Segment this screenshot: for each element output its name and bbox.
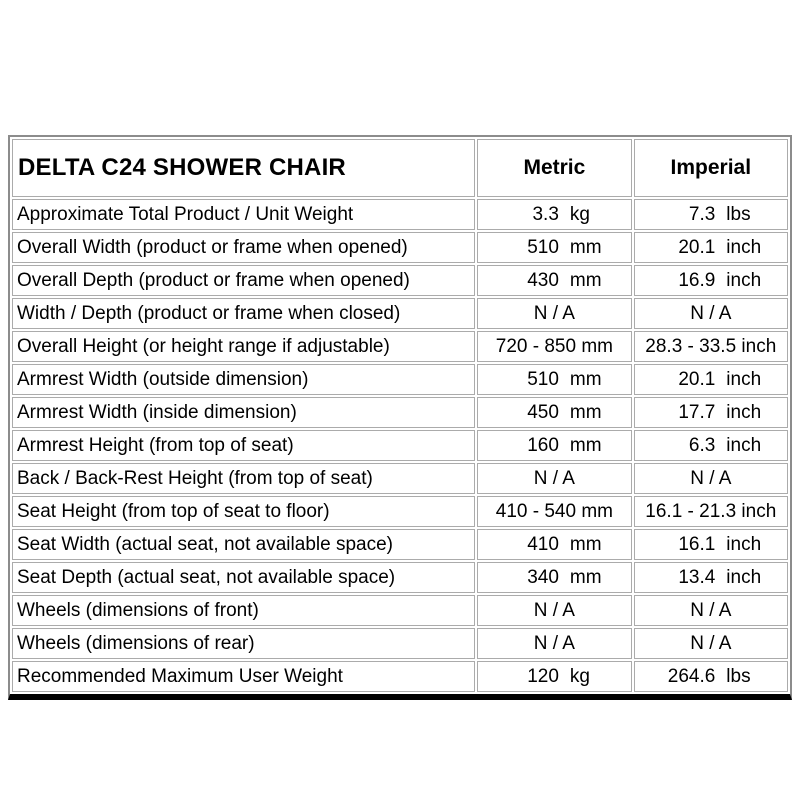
table-row (12, 265, 788, 296)
cell-value-number: 17.7 (678, 401, 716, 423)
cell-value-unit: lbs (726, 203, 751, 225)
cell-value-unit: mm (569, 566, 602, 588)
table-row (12, 331, 788, 362)
cell-value-unit: mm (569, 434, 602, 456)
cell-value-unit: inch (726, 236, 762, 258)
metric-value-cell (477, 661, 631, 692)
imperial-value-cell (634, 331, 788, 362)
cell-value-number: 430 (527, 269, 559, 291)
table-row (12, 628, 788, 659)
spec-label: Overall Width (product or frame when opened) (12, 232, 475, 263)
spec-label: Overall Height (or height range if adjustable) (12, 331, 475, 362)
metric-value-cell (477, 364, 631, 395)
metric-value-cell (477, 529, 631, 560)
cell-value-unit: mm (569, 269, 602, 291)
cell-value-number: 20.1 (678, 368, 716, 390)
cell-value-unit: lbs (726, 665, 751, 687)
cell-value-number: 16.9 (678, 269, 716, 291)
imperial-value-cell (634, 265, 788, 296)
metric-value-cell (477, 331, 631, 362)
table-row (12, 397, 788, 428)
table-row (12, 298, 788, 329)
imperial-value-cell (634, 628, 788, 659)
cell-value: N / A (533, 599, 575, 621)
spec-label: Wheels (dimensions of front) (12, 595, 475, 626)
cell-value: N / A (690, 467, 732, 489)
table-row (12, 496, 788, 527)
spec-label: Width / Depth (product or frame when closed) (12, 298, 475, 329)
spec-label: Armrest Height (from top of seat) (12, 430, 475, 461)
table-row (12, 562, 788, 593)
imperial-value-cell (634, 364, 788, 395)
cell-value-number: 6.3 (688, 434, 716, 456)
cell-value-unit: mm (569, 236, 602, 258)
cell-value: N / A (533, 467, 575, 489)
cell-value-unit: kg (569, 665, 590, 687)
metric-value-cell (477, 430, 631, 461)
cell-value: N / A (533, 632, 575, 654)
cell-value-unit: kg (569, 203, 590, 225)
cell-value-number: 3.3 (532, 203, 559, 225)
table-row (12, 232, 788, 263)
cell-value: 410 - 540 mm (495, 500, 614, 522)
cell-value: 16.1 - 21.3 inch (645, 500, 777, 522)
imperial-value-cell (634, 298, 788, 329)
cell-value-number: 20.1 (678, 236, 716, 258)
header-row (12, 139, 788, 197)
table-row (12, 199, 788, 230)
metric-value-cell (477, 595, 631, 626)
cell-value: 28.3 - 33.5 inch (645, 335, 777, 357)
cell-value-unit: inch (726, 368, 762, 390)
table-row (12, 661, 788, 692)
metric-value-cell (477, 496, 631, 527)
imperial-value-cell (634, 661, 788, 692)
metric-value-cell (477, 628, 631, 659)
cell-value-unit: inch (726, 566, 762, 588)
imperial-value-cell (634, 397, 788, 428)
metric-value-cell (477, 397, 631, 428)
cell-value-unit: inch (726, 434, 762, 456)
spec-label: Back / Back-Rest Height (from top of seat) (12, 463, 475, 494)
cell-value-unit: mm (569, 368, 602, 390)
cell-value: N / A (690, 302, 732, 324)
table-row (12, 595, 788, 626)
imperial-value-cell (634, 463, 788, 494)
cell-value-number: 160 (527, 434, 559, 456)
metric-value-cell (477, 265, 631, 296)
cell-value-number: 13.4 (678, 566, 716, 588)
cell-value-unit: mm (569, 533, 602, 555)
spec-table (8, 135, 792, 700)
cell-value-number: 340 (527, 566, 559, 588)
cell-value-unit: inch (726, 401, 762, 423)
spec-label: Armrest Width (outside dimension) (12, 364, 475, 395)
imperial-value-cell (634, 430, 788, 461)
column-header-metric: Metric (477, 139, 631, 197)
cell-value-number: 120 (527, 665, 559, 687)
table-row (12, 364, 788, 395)
cell-value: N / A (690, 632, 732, 654)
metric-value-cell (477, 298, 631, 329)
table-row (12, 529, 788, 560)
metric-value-cell (477, 232, 631, 263)
imperial-value-cell (634, 529, 788, 560)
cell-value-number: 16.1 (678, 533, 716, 555)
spec-label: Seat Height (from top of seat to floor) (12, 496, 475, 527)
metric-value-cell (477, 463, 631, 494)
table-row (12, 430, 788, 461)
cell-value: N / A (533, 302, 575, 324)
cell-value: N / A (690, 599, 732, 621)
spec-label: Recommended Maximum User Weight (12, 661, 475, 692)
imperial-value-cell (634, 199, 788, 230)
cell-value-number: 450 (527, 401, 559, 423)
cell-value-number: 7.3 (688, 203, 716, 225)
table-header (12, 139, 788, 197)
table-row (12, 463, 788, 494)
cell-value-unit: inch (726, 533, 762, 555)
spec-label: Seat Width (actual seat, not available space) (12, 529, 475, 560)
metric-value-cell (477, 562, 631, 593)
spec-label: Seat Depth (actual seat, not available space) (12, 562, 475, 593)
spec-label: Approximate Total Product / Unit Weight (12, 199, 475, 230)
cell-value-number: 510 (527, 236, 559, 258)
imperial-value-cell (634, 232, 788, 263)
column-header-imperial: Imperial (634, 139, 788, 197)
spec-label: Armrest Width (inside dimension) (12, 397, 475, 428)
table-body (12, 199, 788, 692)
metric-value-cell (477, 199, 631, 230)
cell-value-number: 264.6 (667, 665, 716, 687)
imperial-value-cell (634, 595, 788, 626)
cell-value-number: 410 (527, 533, 559, 555)
imperial-value-cell (634, 562, 788, 593)
spec-label: Wheels (dimensions of rear) (12, 628, 475, 659)
cell-value-number: 510 (527, 368, 559, 390)
imperial-value-cell (634, 496, 788, 527)
table-title: DELTA C24 SHOWER CHAIR (12, 139, 475, 197)
cell-value-unit: inch (726, 269, 762, 291)
spec-label: Overall Depth (product or frame when opened) (12, 265, 475, 296)
cell-value-unit: mm (569, 401, 602, 423)
cell-value: 720 - 850 mm (495, 335, 614, 357)
